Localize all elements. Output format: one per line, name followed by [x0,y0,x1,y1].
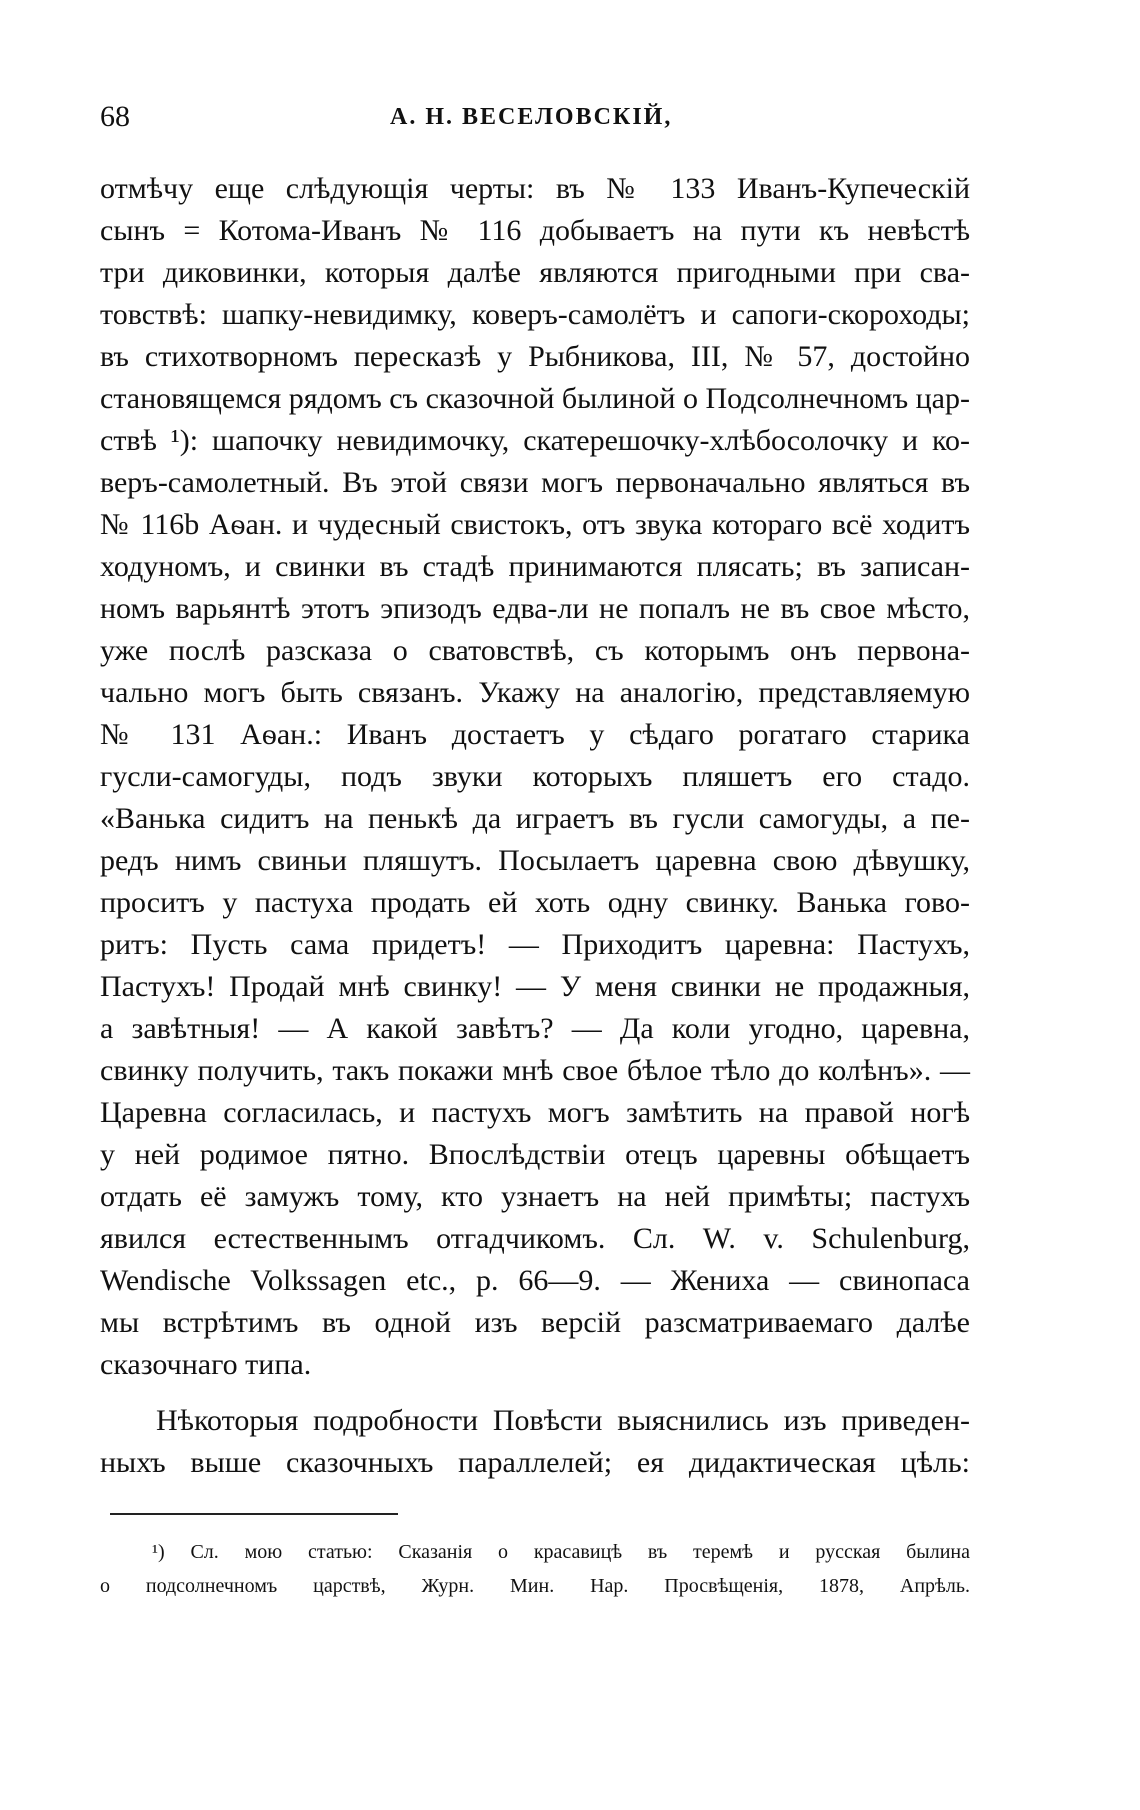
page-number: 68 [100,100,130,133]
text-line: мы встрѣтимъ въ одной изъ версій разсматриваемаго далѣе [100,1306,970,1339]
text-line: номъ варьянтѣ этотъ эпизодъ едва-ли не попалъ не въ свое мѣсто, [100,592,970,625]
text-line: а завѣтныя! — А какой завѣтъ? — Да коли угодно, царевна, [100,1012,970,1045]
text-line: редъ нимъ свиньи пляшутъ. Посылаетъ царевна свою дѣвушку, [100,844,970,877]
text-line: № 131 Аѳан.: Иванъ достаетъ у сѣдаго рогатаго старика [100,718,970,751]
text-line: ходуномъ, и свинки въ стадѣ принимаются плясать; въ записан- [100,550,970,583]
text-line: веръ-самолетный. Въ этой связи могъ первоначально являться въ [100,466,970,499]
body-text [100,168,970,1484]
footnote-rule [110,1513,398,1515]
running-head: А. Н. ВЕСЕЛОВСКІЙ, [390,104,673,130]
text-line: сынъ = Котома-Иванъ № 116 добываетъ на пути къ невѣстѣ [100,214,970,247]
paragraph-spacer [100,1386,970,1400]
text-line: Wendische Volkssagen etc., p. 66—9. — Жениха — свинопаса [100,1264,970,1297]
text-line: ритъ: Пусть сама придетъ! — Приходитъ царевна: Пастухъ, [100,928,970,961]
text-line: товствѣ: шапку-невидимку, коверъ-самолётъ и сапоги-скороходы; [100,298,970,331]
text-line: явился естественнымъ отгадчикомъ. Сл. W. v. Schulenburg, [100,1222,970,1255]
text-line: ныхъ выше сказочныхъ параллелей; ея дидактическая цѣль: [100,1446,970,1479]
text-line: въ стихотворномъ пересказѣ у Рыбникова, III, № 57, достойно [100,340,970,373]
text-line: Нѣкоторыя подробности Повѣсти выяснились изъ приведен- [156,1404,970,1437]
text-line: № 116b Аѳан. и чудесный свистокъ, отъ звука котораго всё ходитъ [100,508,970,541]
text-line: чально могъ быть связанъ. Укажу на аналогію, представляемую [100,676,970,709]
text-line: отмѣчу еще слѣдующія черты: въ № 133 Иванъ-Купеческій [100,172,970,205]
text-line: отдать её замужъ тому, кто узнаетъ на ней примѣты; пастухъ [100,1180,970,1213]
text-line: ствѣ ¹): шапочку невидимочку, скатерешочку-хлѣбосолочку и ко- [100,424,970,457]
footnotes [100,1535,970,1603]
text-line: уже послѣ разсказа о сватовствѣ, съ которымъ онъ первона- [100,634,970,667]
text-line: проситъ у пастуха продать ей хоть одну свинку. Ванька гово- [100,886,970,919]
text-line: «Ванька сидитъ на пенькѣ да играетъ въ гусли самогуды, а пе- [100,802,970,835]
text-line: сказочнаго типа. [100,1348,312,1381]
text-line: свинку получить, такъ покажи мнѣ свое бѣлое тѣло до колѣнъ». — [100,1054,970,1087]
text-line: Пастухъ! Продай мнѣ свинку! — У меня свинки не продажныя, [100,970,970,1003]
text-line: гусли-самогуды, подъ звуки которыхъ пляшетъ его стадо. [100,760,970,793]
footnote-line: о подсолнечномъ царствѣ, Журн. Мин. Нар. Просвѣщенія, 1878, Апрѣль. [100,1575,970,1597]
text-line: у ней родимое пятно. Впослѣдствіи отецъ царевны обѣщаетъ [100,1138,970,1171]
text-line: Царевна согласилась, и пастухъ могъ замѣтить на правой ногѣ [100,1096,970,1129]
footnote-line: ¹) Сл. мою статью: Сказанія о красавицѣ въ теремѣ и русская былина [152,1541,970,1563]
text-line: становящемся рядомъ съ сказочной былиной о Подсолнечномъ цар- [100,382,970,415]
text-line: три диковинки, которыя далѣе являются пригодными при сва- [100,256,970,289]
